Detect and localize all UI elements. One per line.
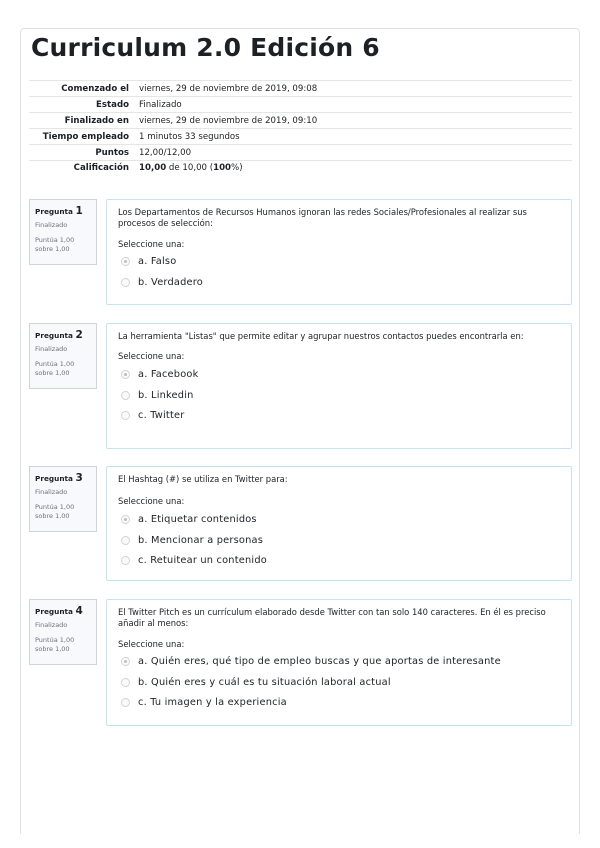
question-state: Finalizado (35, 621, 68, 630)
attempt-summary-table (29, 80, 572, 177)
radio-icon[interactable] (121, 391, 130, 400)
radio-icon[interactable] (121, 698, 130, 707)
question-state: Finalizado (35, 488, 68, 497)
answer-option-label: b. Linkedin (138, 389, 194, 401)
answer-option[interactable] (118, 272, 561, 293)
answer-option[interactable] (118, 693, 561, 714)
summary-value: viernes, 29 de noviembre de 2019, 09:08 (139, 83, 318, 94)
answer-option-label: a. Quién eres, qué tipo de empleo buscas y que aportas de interesante (138, 656, 501, 668)
answer-option-label: b. Verdadero (138, 276, 203, 288)
question-info (29, 323, 97, 389)
answer-prompt: Seleccione una: (118, 351, 185, 362)
summary-row-state (29, 97, 572, 113)
question-info (29, 466, 97, 532)
question-number-value: 3 (75, 472, 83, 484)
answer-option-label: a. Etiquetar contenidos (138, 514, 257, 526)
page-title: Curriculum 2.0 Edición 6 (31, 33, 380, 62)
answer-prompt: Seleccione una: (118, 238, 185, 249)
answer-options (118, 364, 561, 426)
summary-row-grade (29, 161, 572, 178)
summary-row-finished (29, 113, 572, 129)
summary-row-started (29, 81, 572, 97)
question-grade: Puntúa 1,00 sobre 1,00 (35, 359, 75, 377)
summary-label: Finalizado en (64, 115, 129, 126)
question-label: Pregunta (35, 474, 73, 483)
question-number (35, 328, 91, 342)
answer-option[interactable] (118, 652, 561, 673)
question-grade: Puntúa 1,00 sobre 1,00 (35, 235, 75, 253)
question-text: La herramienta "Listas" que permite editar y agrupar nuestros contactos puedes encontrarla en: (118, 331, 524, 341)
question-info (29, 599, 97, 665)
answer-options (118, 252, 561, 293)
question-number (35, 204, 91, 218)
answer-option-label: c. Tu imagen y la experiencia (138, 697, 287, 709)
question-label: Pregunta (35, 207, 73, 216)
summary-label: Calificación (73, 163, 129, 173)
answer-options (118, 652, 561, 714)
answer-option[interactable] (118, 405, 561, 426)
summary-row-time-taken (29, 129, 572, 145)
grade-percent: 100 (213, 163, 232, 173)
answer-options (118, 509, 561, 571)
radio-selected-icon[interactable] (121, 257, 130, 266)
answer-option[interactable] (118, 509, 561, 530)
summary-value: viernes, 29 de noviembre de 2019, 09:10 (139, 115, 318, 126)
answer-option[interactable] (118, 252, 561, 273)
question-number-value: 2 (75, 329, 83, 341)
summary-value: 12,00/12,00 (139, 147, 192, 158)
summary-label: Estado (96, 99, 129, 110)
answer-option-label: b. Quién eres y cuál es tu situación laboral actual (138, 676, 391, 688)
question-number-value: 1 (75, 205, 83, 217)
summary-value (135, 161, 572, 178)
question-grade: Puntúa 1,00 sobre 1,00 (35, 502, 75, 520)
summary-label: Puntos (95, 147, 129, 158)
question-text: El Hashtag (#) se utiliza en Twitter para: (118, 474, 288, 484)
question-number (35, 604, 91, 618)
question-label: Pregunta (35, 331, 73, 340)
summary-label: Comenzado el (61, 83, 129, 94)
question-info (29, 199, 97, 265)
answer-option-label: c. Retuitear un contenido (138, 555, 267, 567)
question-label: Pregunta (35, 607, 73, 616)
radio-icon[interactable] (121, 678, 130, 687)
question-grade: Puntúa 1,00 sobre 1,00 (35, 635, 75, 653)
summary-label: Tiempo empleado (42, 131, 129, 142)
grade-end-text: %) (231, 163, 243, 173)
answer-option[interactable] (118, 385, 561, 406)
answer-option[interactable] (118, 364, 561, 385)
summary-value: Finalizado (139, 99, 182, 110)
question-state: Finalizado (35, 221, 68, 230)
question-content (106, 199, 572, 305)
answer-option-label: a. Facebook (138, 369, 199, 381)
answer-prompt: Seleccione una: (118, 638, 185, 649)
grade-score: 10,00 (139, 163, 167, 173)
answer-option[interactable] (118, 550, 561, 571)
answer-option-label: c. Twitter (138, 410, 185, 422)
radio-icon[interactable] (121, 536, 130, 545)
question-number-value: 4 (75, 605, 83, 617)
grade-of-text: de 10,00 ( (168, 163, 214, 173)
radio-selected-icon[interactable] (121, 657, 130, 666)
answer-option[interactable] (118, 672, 561, 693)
summary-row-marks (29, 145, 572, 161)
question-content (106, 599, 572, 726)
question-text: Los Departamentos de Recursos Humanos ignoran las redes Sociales/Profesionales al realizar sus procesos de selección: (118, 207, 527, 229)
radio-icon[interactable] (121, 278, 130, 287)
question-content (106, 323, 572, 449)
radio-icon[interactable] (121, 556, 130, 565)
question-state: Finalizado (35, 345, 68, 354)
question-content (106, 466, 572, 581)
radio-selected-icon[interactable] (121, 370, 130, 379)
answer-option[interactable] (118, 530, 561, 551)
question-text: El Twitter Pitch es un currículum elaborado desde Twitter con tan solo 140 caracteres. En él es preciso añadir al menos: (118, 607, 546, 629)
answer-prompt: Seleccione una: (118, 496, 185, 507)
answer-option-label: b. Mencionar a personas (138, 534, 263, 546)
summary-value: 1 minutos 33 segundos (139, 131, 240, 142)
radio-selected-icon[interactable] (121, 515, 130, 524)
question-number (35, 471, 91, 485)
radio-icon[interactable] (121, 411, 130, 420)
answer-option-label: a. Falso (138, 256, 177, 268)
quiz-review-page (20, 28, 580, 834)
